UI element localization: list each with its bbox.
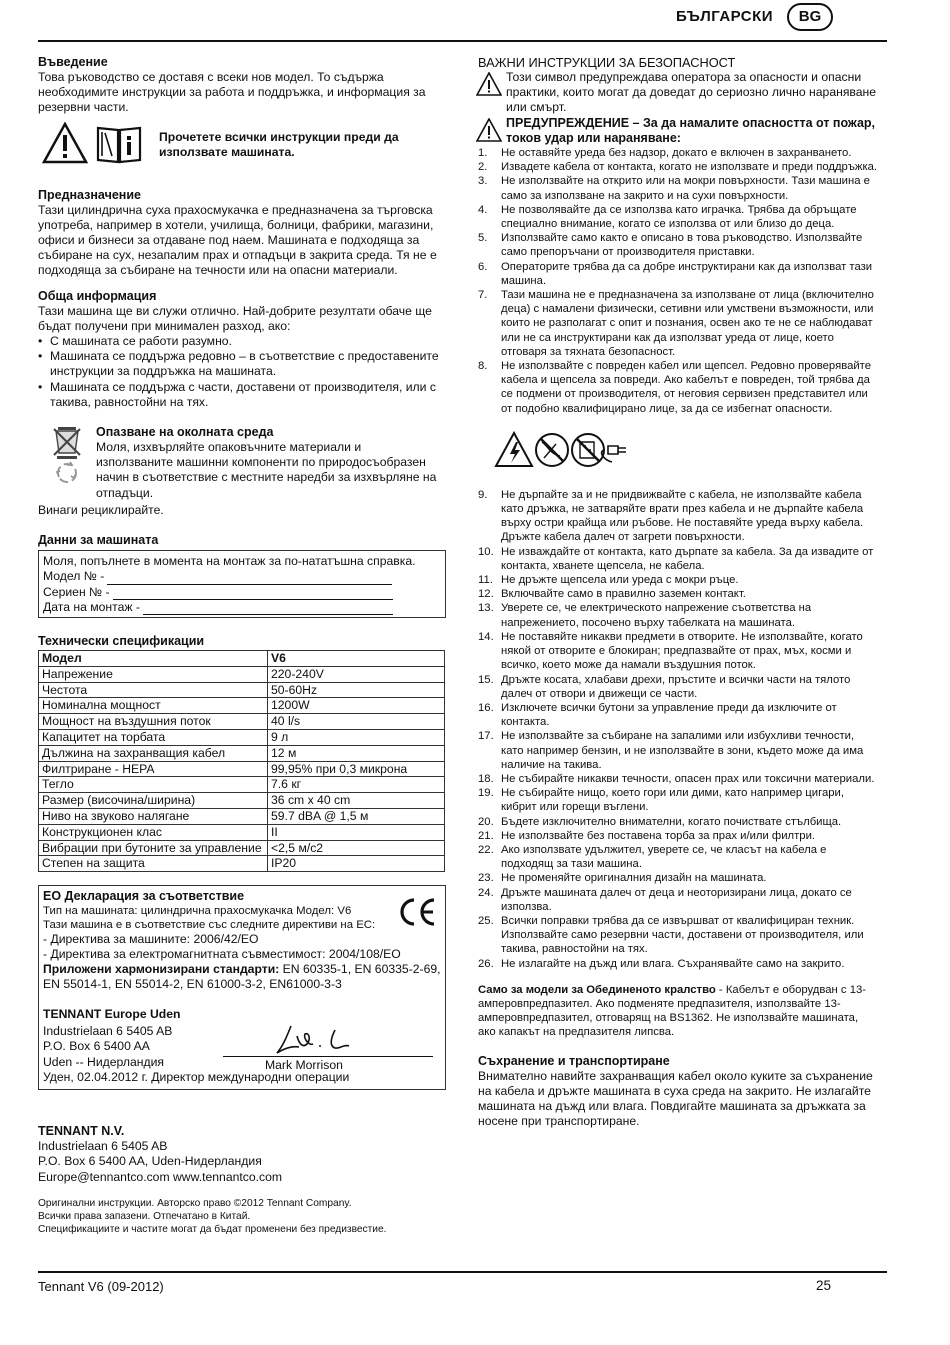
list-item-number: 20. xyxy=(478,815,494,828)
language-title: БЪЛГАРСКИ xyxy=(676,8,774,25)
model-label: Модел № - xyxy=(43,569,105,584)
list-item-text: Не дърпайте за и не придвижвайте с кабела, не използвайте кабела като дръжка, не затваряйте врати през кабела и не дърпайте кабела върху остри крайща или ръбове. Не поставяйте уреда върху кабела. Дръжте кабела далеч от загрети повърхности. xyxy=(501,488,864,544)
environment-section xyxy=(38,425,446,503)
table-row xyxy=(39,840,445,856)
list-item xyxy=(478,587,878,601)
spec-label: Вибрации при бутоните за управление xyxy=(39,840,268,856)
list-item-number: 6. xyxy=(478,260,488,273)
list-item xyxy=(478,288,878,359)
spec-value: 59.7 dBA @ 1,5 м xyxy=(268,809,445,825)
general-bullets xyxy=(38,334,446,410)
intro-title: Въведение xyxy=(38,55,108,69)
table-row xyxy=(39,761,445,777)
list-item xyxy=(478,231,878,259)
list-item xyxy=(478,359,878,416)
list-item-number: 16. xyxy=(478,701,494,714)
list-item-text: Извадете кабела от контакта, когато не използвате и преди поддръжка. xyxy=(501,161,878,174)
list-item-text: Използвайте само както е описано в това ръководство. Използвайте само препоръчани от производителя приставки. xyxy=(501,232,863,259)
eu-addr-2: P.O. Box 6 5400 AA xyxy=(43,1039,150,1054)
header-rule xyxy=(38,40,887,42)
list-item-number: 9. xyxy=(478,488,488,501)
list-item-text: Не променяйте оригиналния дизайн на машината. xyxy=(501,872,767,885)
table-header-row xyxy=(39,651,445,667)
list-item xyxy=(478,545,878,573)
purpose-text: Тази цилиндрична суха прахосмукачка е предназначена за търговска употреба, например в хотели, училища, болници, фабрики, магазини, офиси и бизнеси за отдаване под наем. Машината е подходяща за събиране на сух, незапалим прах и отпадъци в закрита среда. Тя не е подходяща за събиране на течности или на опасни материали. xyxy=(38,202,437,278)
list-item xyxy=(478,829,878,843)
spec-value: IP20 xyxy=(268,856,445,872)
list-item-text: Не събирайте никакви течности, опасен прах или токсични материали. xyxy=(501,772,875,785)
list-item xyxy=(478,914,878,957)
list-item-number: 17. xyxy=(478,730,494,743)
company-block xyxy=(38,1124,446,1185)
list-item-text: Не събирайте нищо, което гори или дими, като например цигари, кибрит или горещи въглени. xyxy=(501,787,844,814)
list-item-number: 23. xyxy=(478,872,494,885)
eu-standards xyxy=(43,962,441,977)
list-item-number: 7. xyxy=(478,289,488,302)
spec-value: 99,95% при 0,3 микрона xyxy=(268,761,445,777)
list-item-text: Операторите трябва да са добре инструктирани как да използват тази машина. xyxy=(501,260,873,287)
company-addr-1: Industrielaan 6 5405 AB xyxy=(38,1139,168,1154)
signature-area xyxy=(43,1024,441,1090)
symbol-explanation xyxy=(478,70,878,115)
list-item-text: Не оставяйте уреда без надзор, докато е включен в захранването. xyxy=(501,147,852,159)
eu-line-4: - Директива за електромагнитната съвместимост: 2004/108/ЕО xyxy=(43,947,401,962)
recycle-bin-icon xyxy=(50,425,84,487)
recycle-note: Винаги рециклирайте. xyxy=(38,503,164,518)
list-item-number: 11. xyxy=(478,574,493,587)
eu-line-2: Тази машина е в съответствие със следните директиви на ЕС: xyxy=(43,919,376,932)
electric-hazard-pictograms-icon xyxy=(494,430,634,470)
copyright-line-3: Спецификациите и частите могат да бъдат променени без предизвестие. xyxy=(38,1223,387,1235)
list-item xyxy=(478,843,878,871)
right-column xyxy=(478,55,878,1129)
list-item xyxy=(478,260,878,288)
table-row xyxy=(39,730,445,746)
list-item xyxy=(478,174,878,202)
spec-label: Дължина на захранващия кабел xyxy=(39,745,268,761)
symbol-text: Този символ предупреждава оператора за опасности и опасни практики, които могат да доведат до сериозно лично нараняване или смърт. xyxy=(506,70,877,114)
spec-value: 50-60Hz xyxy=(268,682,445,698)
copyright-line-1: Оригинални инструкции. Авторско право ©2012 Tennant Company. xyxy=(38,1197,352,1209)
list-item-number: 24. xyxy=(478,886,494,899)
table-header-cell: Модел xyxy=(39,651,268,667)
list-item-text: Не използвайте на открито или на мокри повърхности. Тази машина е само за използване на закрито и на сухи повърхности. xyxy=(501,175,870,202)
list-item-number: 14. xyxy=(478,630,494,643)
list-item-text: Уверете се, че електрическото напрежение съответства на напрежението, посочено върху табелката на машината. xyxy=(501,602,812,629)
footer-rule xyxy=(38,1271,887,1273)
list-item: • С машината се работи разумно. xyxy=(38,334,446,349)
list-item-number: 21. xyxy=(478,829,494,842)
list-item-text: Не използвайте без поставена торба за прах и/или филтри. xyxy=(501,829,816,842)
page-header xyxy=(0,0,950,50)
eu-declaration-box xyxy=(38,885,446,1090)
list-item xyxy=(478,601,878,629)
specs-title: Технически спецификации xyxy=(38,634,205,649)
list-item-text: Ако използвате удължител, уверете се, че класът на кабела е подходящ за тази машина. xyxy=(501,843,827,871)
spec-value: II xyxy=(268,824,445,840)
eu-title: ЕО Декларация за съответствие xyxy=(43,889,245,904)
copyright-line-2: Всички права запазени. Отпечатано в Китай. xyxy=(38,1210,251,1222)
list-item-text: Дръжте машината далеч от деца и неоторизирани лица, докато се използва. xyxy=(501,886,852,913)
list-item-text: Дръжте косата, хлабави дрехи, пръстите и всички части на тялото далеч от отвори и движещи се части. xyxy=(501,673,851,700)
safety-rules-list xyxy=(478,146,878,416)
list-item-text: Не поставяйте никакви предмети в отворите. Не използвайте, когато някой от отворите е блокиран; предпазвайте от прах, мъх, косми и всичко, което може да намали въздушния поток. xyxy=(501,630,863,672)
list-item-number: 5. xyxy=(478,232,488,245)
list-item-number: 4. xyxy=(478,203,488,216)
warning-triangle-icon xyxy=(42,122,88,164)
date-label: Дата на монтаж - xyxy=(43,599,140,614)
table-row xyxy=(39,682,445,698)
company-contact: Europe@tennantco.com www.tennantco.com xyxy=(38,1169,283,1184)
date-line xyxy=(143,604,393,615)
table-row xyxy=(39,809,445,825)
list-item-text: Не изваждайте от контакта, като дърпате за кабела. За да извадите от контакта, хванете щепсела, не кабела. xyxy=(501,545,874,572)
spec-label: Ниво на звуково налягане xyxy=(39,809,268,825)
eu-standards-label: Приложени хармонизирани стандарти: xyxy=(43,962,280,977)
eu-line-3: - Директива за машините: 2006/42/ЕО xyxy=(43,932,259,947)
copyright-block xyxy=(38,1197,446,1236)
spec-value: 7.6 кг xyxy=(268,777,445,793)
cable-pictograms xyxy=(478,424,878,482)
list-item xyxy=(478,630,878,673)
spec-label: Честота xyxy=(39,682,268,698)
signature-line xyxy=(223,1056,433,1057)
list-item-number: 13. xyxy=(478,602,494,615)
table-header-cell: V6 xyxy=(268,651,445,667)
uk-label: Само за модели за Обединеното кралство xyxy=(478,983,716,996)
spec-value: 220-240V xyxy=(268,666,445,682)
spec-label: Конструкционен клас xyxy=(39,824,268,840)
safety-title: ВАЖНИ ИНСТРУКЦИИ ЗА БЕЗОПАСНОСТ xyxy=(478,55,736,70)
storage-text: Внимателно навийте захранващия кабел около куките за съхранение на кабела и дръжте машината в суха среда на закрито. Не излагайте машината на дъжд или влага. Повдигайте машината за дръжката за носене при транспортиране. xyxy=(478,1068,873,1129)
spec-value: 1200W xyxy=(268,698,445,714)
eu-line-1: Тип на машината: цилиндрична прахосмукачка Модел: V6 xyxy=(43,905,352,918)
list-item xyxy=(478,886,878,914)
spec-label: Филтриране - HEPA xyxy=(39,761,268,777)
list-item-number: 25. xyxy=(478,914,494,927)
list-item-number: 18. xyxy=(478,772,494,785)
table-row xyxy=(39,714,445,730)
list-item-text: Не позволявайте да се използва като играчка. Трябва да обръщате специално внимание, когато се използва от или близо до деца. xyxy=(501,203,857,231)
eu-addr-3: Uden -- Нидерландия xyxy=(43,1054,165,1069)
spec-label: Размер (височина/ширина) xyxy=(39,793,268,809)
list-item-text: Тази машина не е предназначена за използване от лица (включително деца) с намалени физически, сетивни или умствени възможности, или които не разполагат с опит и познания, освен ако те не се наблюдават или не са инструктирани как да използват уреда от лице, което отговаря за тяхната безопасност. xyxy=(501,289,874,358)
specs-table xyxy=(38,650,445,872)
footer-doc-id: Tennant V6 (09-2012) xyxy=(38,1279,164,1294)
model-line xyxy=(107,574,392,585)
list-item xyxy=(478,573,878,587)
uk-note xyxy=(478,983,878,1040)
list-item xyxy=(478,815,878,829)
machine-data-box xyxy=(38,550,446,618)
list-item xyxy=(478,772,878,786)
manual-book-icon xyxy=(94,124,144,164)
serial-field xyxy=(43,585,441,600)
table-row xyxy=(39,856,445,872)
list-item-text: Изключете всички бутони за управление преди да изключите от контакта. xyxy=(501,701,837,729)
list-item-number: 12. xyxy=(478,588,494,601)
environment-title: Опазване на околната среда xyxy=(96,425,274,440)
spec-value: <2,5 м/с2 xyxy=(268,840,445,856)
list-item: • Машината се поддържа с части, доставени от производителя, или с такива, равностойни на тях. xyxy=(38,380,446,410)
list-item-text: Включвайте само в правилно заземен контакт. xyxy=(501,588,746,601)
storage-title: Съхранение и транспортиране xyxy=(478,1053,670,1068)
list-item xyxy=(478,488,878,545)
machine-data-title: Данни за машината xyxy=(38,533,159,548)
list-item-text: Не дръжте щепсела или уреда с мокри ръце. xyxy=(501,574,739,587)
table-row xyxy=(39,698,445,714)
read-instructions-notice xyxy=(38,122,446,172)
list-item-text: Бъдете изключително внимателни, когато почиствате стълбища. xyxy=(501,815,842,828)
general-text: Тази машина ще ви служи отлично. Най-добрите резултати обаче ще бъдат получени при минимален разход, ако: xyxy=(38,303,432,333)
eu-addr-1: Industrielaan 6 5405 AB xyxy=(43,1024,173,1039)
warning-text: ПРЕДУПРЕЖДЕНИЕ – За да намалите опасността от пожар, токов удар или нараняване: xyxy=(506,116,876,145)
list-item-text: Всички поправки трябва да се извършват от квалифициран техник. Използвайте само резервни части, доставени от производителя, или такива, равностойни на тях. xyxy=(501,914,864,956)
read-notice-text: Прочетете всички инструкции преди да използвате машината. xyxy=(159,129,399,159)
spec-value: 36 cm x 40 cm xyxy=(268,793,445,809)
ce-mark-icon xyxy=(395,896,437,928)
table-row xyxy=(39,666,445,682)
spec-label: Номинална мощност xyxy=(39,698,268,714)
page-number: 25 xyxy=(816,1278,832,1293)
list-item xyxy=(478,146,878,160)
table-row xyxy=(39,824,445,840)
table-row xyxy=(39,777,445,793)
signer-name: Mark Morrison xyxy=(265,1058,343,1073)
list-item-number: 19. xyxy=(478,787,494,800)
list-item xyxy=(478,701,878,729)
purpose-title: Предназначение xyxy=(38,187,141,202)
company-name: TENNANT N.V. xyxy=(38,1124,125,1139)
safety-rules-list-continued xyxy=(478,488,878,971)
table-row xyxy=(39,745,445,761)
table-row xyxy=(39,793,445,809)
spec-value: 12 м xyxy=(268,745,445,761)
environment-text: Моля, изхвърляйте опаковъчните материали и използваните машинни компоненти по природосъобразен начин в съответствие с местните наредби за изхвърляне на отпадъци. xyxy=(96,440,437,500)
list-item-number: 22. xyxy=(478,843,494,856)
serial-line xyxy=(113,589,393,600)
general-title: Обща информация xyxy=(38,288,157,303)
eu-standards-b: EN 55014-1, EN 55014-2, EN 61000-3-2, EN61000-3-3 xyxy=(43,977,342,992)
list-item-number: 15. xyxy=(478,673,494,686)
eu-company: TENNANT Europe Uden xyxy=(43,1007,181,1022)
intro-text: Това ръководство се доставя с всеки нов модел. То съдържа необходимите инструкции за работа и поддръжка, и информация за резервни части. xyxy=(38,70,426,115)
warning-notice xyxy=(478,116,878,146)
date-field xyxy=(43,600,441,615)
spec-value: 40 l/s xyxy=(268,714,445,730)
spec-label: Мощност на въздушния поток xyxy=(39,714,268,730)
list-item xyxy=(478,673,878,701)
eu-standards-a: EN 60335-1, EN 60335-2-69, xyxy=(279,962,441,977)
signature-image xyxy=(269,1024,364,1056)
machine-data-note: Моля, попълнете в момента на монтаж за по-нататъшна справка. xyxy=(43,554,416,569)
list-item xyxy=(478,203,878,231)
spec-label: Капацитет на торбата xyxy=(39,730,268,746)
list-item xyxy=(478,729,878,772)
list-item-number: 1. xyxy=(478,147,488,159)
warning-triangle-icon xyxy=(476,118,502,142)
left-column xyxy=(38,55,446,1236)
list-item-text: Не използвайте за събиране на запалими или избухливи течности, като например бензин, и не използвайте в зони, където може да има наличие на такива. xyxy=(501,730,864,771)
list-item xyxy=(478,871,878,885)
warning-triangle-icon xyxy=(476,72,502,96)
list-item-text: Не излагайте на дъжд или влага. Съхранявайте само на закрито. xyxy=(501,957,845,970)
list-item xyxy=(478,160,878,174)
serial-label: Сериен № - xyxy=(43,584,110,599)
storage-section xyxy=(478,1054,878,1130)
company-addr-2: P.O. Box 6 5400 AA, Uden-Нидерландия xyxy=(38,1154,262,1169)
spec-value: 9 л xyxy=(268,730,445,746)
spec-label: Тегло xyxy=(39,777,268,793)
list-item xyxy=(478,786,878,814)
spec-label: Степен на защита xyxy=(39,856,268,872)
list-item-number: 2. xyxy=(478,161,488,174)
list-item: • Машината се поддържа редовно – в съответствие с предоставените инструкции за поддръжка на машината. xyxy=(38,349,446,379)
list-item-number: 8. xyxy=(478,360,488,373)
list-item-number: 10. xyxy=(478,545,494,558)
model-field xyxy=(43,569,441,584)
list-item-number: 3. xyxy=(478,175,488,188)
eu-sign-line: Уден, 02.04.2012 г. Директор международни операции xyxy=(43,1070,350,1085)
spec-label: Напрежение xyxy=(39,666,268,682)
uk-text: - Кабелът е оборудван с 13-амперовпредпазител. Ако подменяте предпазителя, използвайте 13-амперовпредпазител, отговарящ на BS1362. Не използвайте машината, ако капакът на предпазителя липсва. xyxy=(478,983,867,1039)
language-badge: BG xyxy=(787,3,833,31)
list-item-text: Не използвайте с повреден кабел или щепсел. Редовно проверявайте кабела и щепсела за повреди. Ако кабелът е повреден, той трябва да се подмени от производителя, от неговия сервизен представител или от подобно квалифицирано лице, за да се избегнат опасности. xyxy=(501,360,872,415)
list-item-number: 26. xyxy=(478,957,494,970)
list-item xyxy=(478,957,878,971)
